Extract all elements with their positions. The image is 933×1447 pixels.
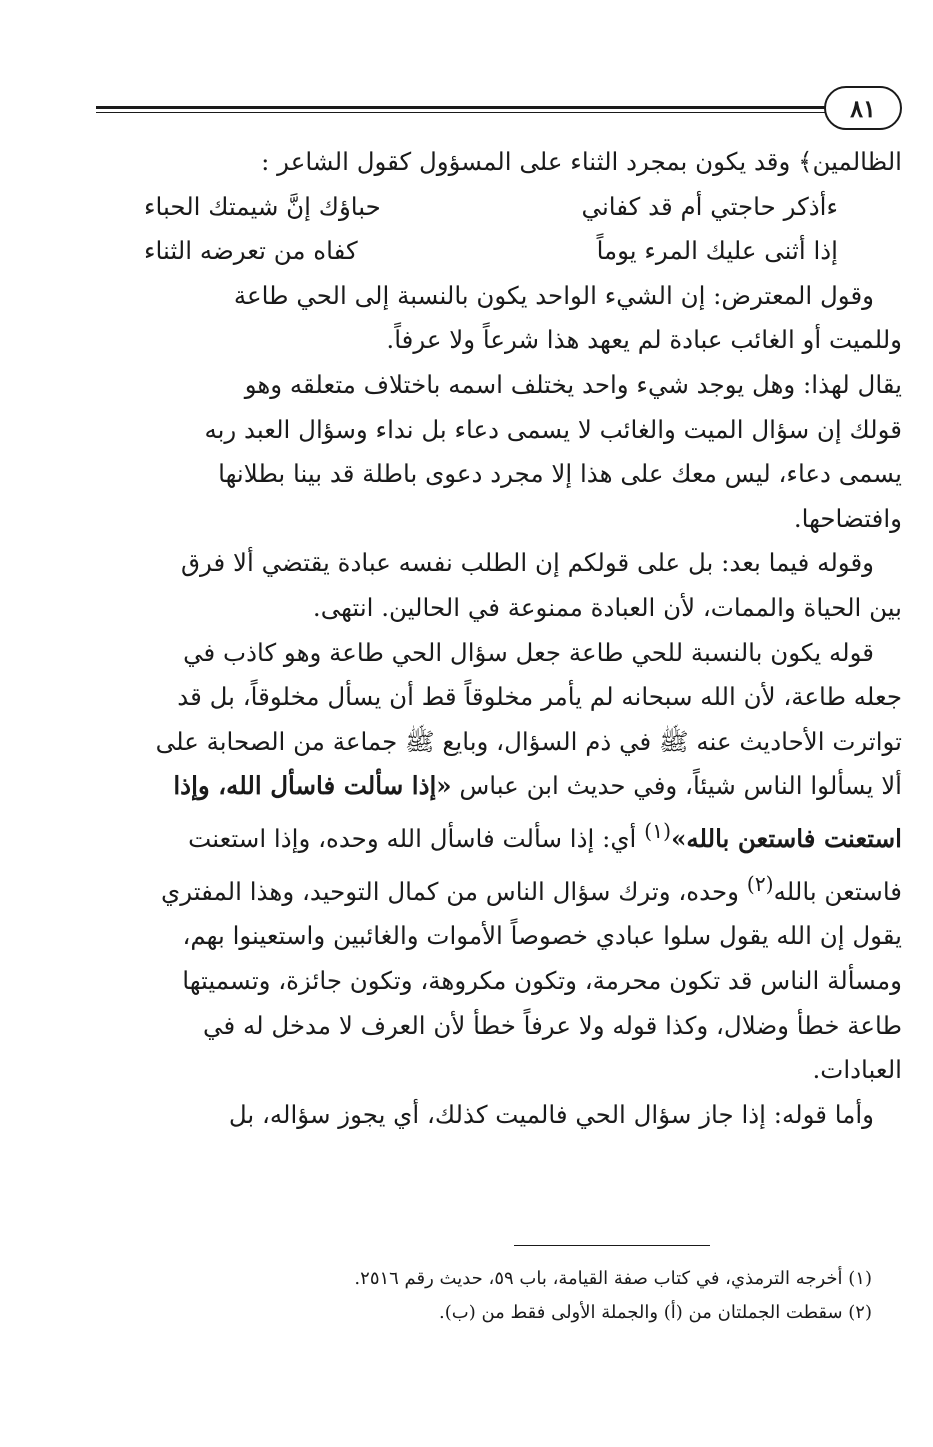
header-rule-thin (96, 112, 834, 113)
header-rule (96, 106, 834, 109)
footnotes (96, 1262, 872, 1330)
text-line: ومسألة الناس قد تكون محرمة، وتكون مكروهة، وتكون جائزة، وتسميتها (182, 966, 902, 995)
footnote-divider (514, 1245, 710, 1246)
text-line: وقوله فيما بعد: بل على قولكم إن الطلب نفسه عبادة يقتضي ألا فرق (181, 548, 874, 578)
text-line: يقول إن الله يقول سلوا عبادي خصوصاً الأموات والغائبين واستعينوا بهم، (182, 921, 902, 951)
footnote-ref[interactable]: (٢) (746, 871, 774, 896)
text-line: وافتضاحها. (793, 503, 902, 533)
text-line: تواترت الأحاديث عنه ﷺ في ذم السؤال، وبايع ﷺ جماعة من الصحابة على (155, 726, 902, 756)
poem-verse (96, 185, 902, 230)
text-segment: أي: إذا سألت فاسأل الله وحده، وإذا استعنت (188, 824, 645, 854)
text-line: يسمى دعاء، ليس معك على هذا إلا مجرد دعوى باطلة قد بينا بطلانها (218, 459, 902, 489)
verse-hemistich: كفاه من تعرضه الثناء (144, 236, 358, 266)
text-line: قوله يكون بالنسبة للحي طاعة جعل سؤال الحي طاعة وهو كاذب في (183, 637, 874, 667)
verse-hemistich: إذا أثنى عليك المرء يوماً (596, 236, 838, 266)
hadith-quote: استعنت فاستعن بالله» (671, 824, 902, 854)
text-line: طاعة خطأ وضلال، وكذا قوله ولا عرفاً خطأ لأن العرف لا مدخل له في (203, 1010, 902, 1040)
page-header (96, 80, 902, 132)
text-line (96, 764, 902, 809)
text-line: وقول المعترض: إن الشيء الواحد يكون بالنسبة إلى الحي طاعة (233, 280, 874, 310)
hadith-quote: «إذا سألت فاسأل الله، وإذا (173, 771, 452, 801)
footnote-ref[interactable]: (١) (644, 818, 672, 843)
main-text (96, 140, 902, 1137)
text-line (96, 809, 902, 862)
text-line: الظالمين﴾ وقد يكون بمجرد الثناء على المسؤول كقول الشاعر : (261, 147, 902, 176)
poem-verse (96, 229, 902, 274)
text-line (96, 862, 902, 915)
text-line: العبادات. (812, 1055, 902, 1085)
text-line: وللميت أو الغائب عبادة لم يعهد هذا شرعاً ولا عرفاً. (386, 325, 902, 355)
text-segment: ألا يسألوا الناس شيئاً، وفي حديث ابن عباس (451, 771, 902, 801)
footnote: (١) أخرجه الترمذي، في كتاب صفة القيامة، باب ٥٩، حديث رقم ٢٥١٦. (354, 1268, 872, 1289)
verse-hemistich: حباؤك إنَّ شيمتك الحباء (144, 191, 381, 221)
text-line: يقال لهذا: وهل يوجد شيء واحد يختلف اسمه باختلاف متعلقه وهو (244, 369, 902, 399)
text-line: قولك إن سؤال الميت والغائب لا يسمى دعاء بل نداء وسؤال العبد ربه (204, 414, 902, 444)
text-segment: فاستعن بالله (773, 876, 902, 906)
text-line: جعله طاعة، لأن الله سبحانه لم يأمر مخلوقاً قط أن يسأل مخلوقاً، بل قد (177, 682, 902, 712)
text-segment: وحده، وترك سؤال الناس من كمال التوحيد، وهذا المفتري (161, 876, 747, 906)
footnote: (٢) سقطت الجملتان من (أ) والجملة الأولى فقط من (ب). (439, 1302, 872, 1323)
text-line: وأما قوله: إذا جاز سؤال الحي فالميت كذلك، أي يجوز سؤاله، بل (228, 1099, 874, 1129)
text-line: بين الحياة والممات، لأن العبادة ممنوعة في الحالين. انتهى. (312, 592, 902, 622)
verse-hemistich: ءأذكر حاجتي أم قد كفاني (581, 191, 838, 221)
page-number: ٨١ (824, 86, 902, 130)
